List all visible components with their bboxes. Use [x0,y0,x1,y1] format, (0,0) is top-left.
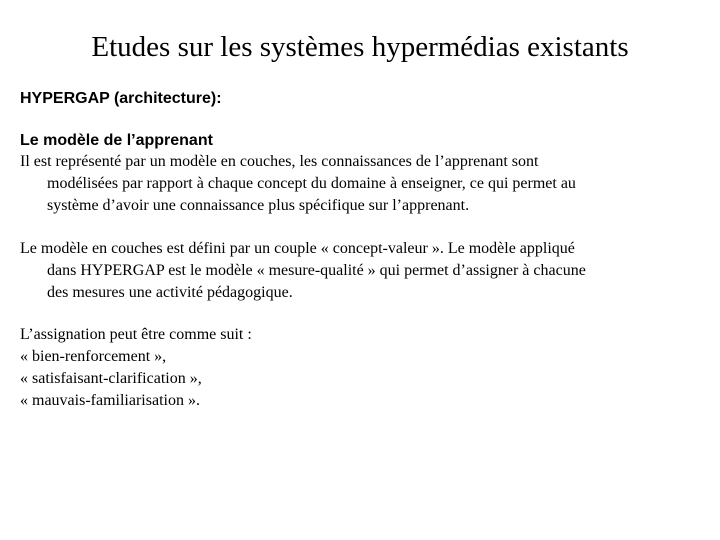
assignment-item: « mauvais-familiarisation ». [20,392,200,409]
paragraph-assignment [20,324,700,412]
slide-title: Etudes sur les systèmes hypermédias existants [91,31,629,63]
paragraph-line: dans HYPERGAP est le modèle « mesure-qualité » qui permet d’assigner à chacune [47,262,586,279]
paragraph-line: Il est représenté par un modèle en couches, les connaissances de l’apprenant sont [20,153,539,170]
assignment-item: « bien-renforcement », [20,348,167,365]
paragraph-line: des mesures une activité pédagogique. [47,284,293,301]
section-heading: Le modèle de l’apprenant [20,132,213,149]
paragraph-line: modélisées par rapport à chaque concept du domaine à enseigner, ce qui permet au [47,175,576,192]
paragraph-line: Le modèle en couches est défini par un couple « concept-valeur ». Le modèle appliqué [20,240,575,257]
paragraph-learner-model [20,151,700,217]
subtitle: HYPERGAP (architecture): [20,90,222,107]
paragraph-line: L’assignation peut être comme suit : [20,326,252,343]
assignment-item: « satisfaisant-clarification », [20,370,202,387]
paragraph-line: système d’avoir une connaissance plus spécifique sur l’apprenant. [47,197,470,214]
paragraph-layer-model [20,238,700,304]
